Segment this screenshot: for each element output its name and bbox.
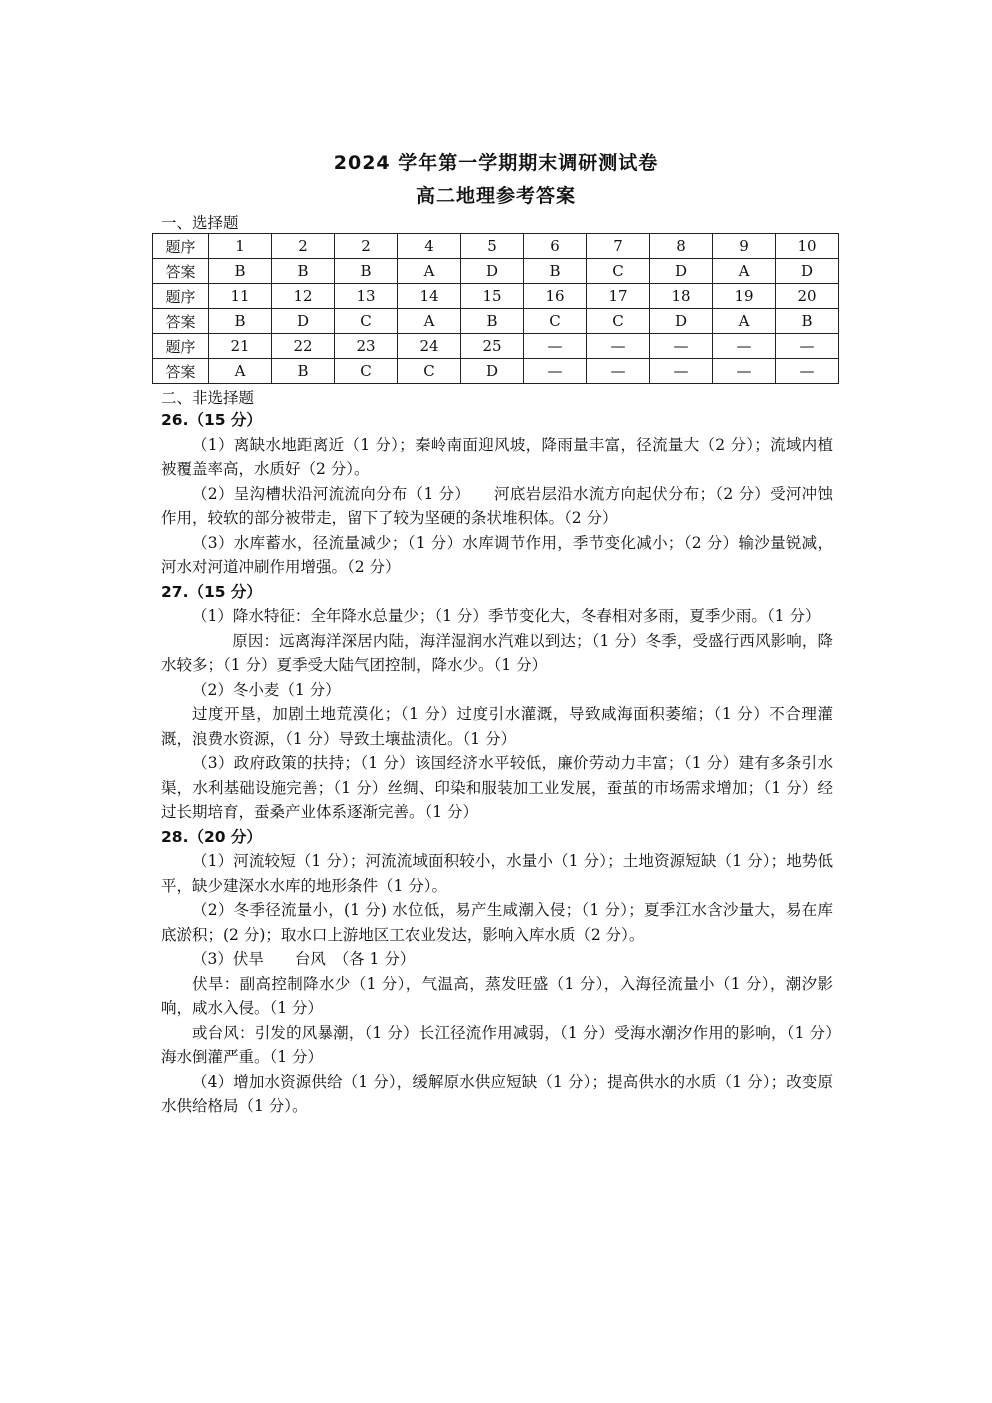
answer-table-cell: 10 xyxy=(776,234,839,259)
answer-table-cell: 9 xyxy=(713,234,776,259)
answer-table-row xyxy=(153,334,839,359)
answer-table-cell: 4 xyxy=(398,234,461,259)
answer-table-cell: D xyxy=(650,259,713,284)
q27-answer-2: （2）冬小麦（1 分） xyxy=(192,680,341,699)
answer-table-cell: 15 xyxy=(461,284,524,309)
answer-table-cell: — xyxy=(650,334,713,359)
answer-table-cell: 17 xyxy=(587,284,650,309)
answer-table-cell: 7 xyxy=(587,234,650,259)
q28-answer-4: （4）增加水资源供给（1 分），缓解原水供应短缺（1 分）；提高供水的水质（1 分）；改变原水供给格局（1 分）。 xyxy=(161,1072,833,1115)
q27-answer-1: （1）降水特征：全年降水总量少；（1 分）季节变化大，冬春相对多雨，夏季少雨。（1 分） xyxy=(192,607,821,625)
answer-table-cell: D xyxy=(650,309,713,334)
answer-table-cell: — xyxy=(587,334,650,359)
q28-answer-2: （2）冬季径流量小，(1 分) 水位低，易产生咸潮入侵；（1 分）；夏季江水含沙量大，易在库底淤积；(2 分)；取水口上游地区工农业发达，影响入库水质（2 分）。 xyxy=(161,901,833,944)
q28-answer-3-drought: 伏旱：副高控制降水少（1 分），气温高，蒸发旺盛（1 分），入海径流量小（1 分），潮汐影响，咸水入侵。（1 分） xyxy=(161,974,833,1017)
answer-table-cell: — xyxy=(776,359,839,384)
answer-table-cell: D xyxy=(461,259,524,284)
answer-table-cell: D xyxy=(776,259,839,284)
answer-table-cell: C xyxy=(524,309,587,334)
answer-table-cell: 8 xyxy=(650,234,713,259)
answer-table-cell: D xyxy=(272,309,335,334)
answer-table-cell: — xyxy=(776,334,839,359)
answer-table-row xyxy=(153,234,839,259)
exam-title: 2024 学年第一学期期末调研测试卷 xyxy=(333,152,659,174)
answer-table-cell: — xyxy=(650,359,713,384)
answer-table-cell: 24 xyxy=(398,334,461,359)
answer-table-cell: D xyxy=(461,359,524,384)
answer-table-cell: 20 xyxy=(776,284,839,309)
answer-table-cell: B xyxy=(776,309,839,334)
answer-table-row-label: 答案 xyxy=(153,259,209,284)
answer-table-cell: — xyxy=(524,334,587,359)
q28-answer-1: （1）河流较短（1 分）；河流流域面积较小，水量小（1 分）；土地资源短缺（1 分）；地势低平，缺少建深水水库的地形条件（1 分）。 xyxy=(161,852,833,895)
answer-table-cell: 23 xyxy=(335,334,398,359)
answer-table-cell: B xyxy=(335,259,398,284)
answer-table-row-label: 题序 xyxy=(153,234,209,259)
answer-table-cell: — xyxy=(524,359,587,384)
answer-table-cell: A xyxy=(398,259,461,284)
answer-table-cell: C xyxy=(587,309,650,334)
answer-table-cell: A xyxy=(713,259,776,284)
q27-answer-1-reason: 原因：远离海洋深居内陆，海洋湿润水汽难以到达；（1 分）冬季，受盛行西风影响，降水较多；（1 分）夏季受大陆气团控制，降水少。（1 分） xyxy=(161,631,833,674)
q28-answer-3: （3）伏旱 台风 （各 1 分） xyxy=(192,950,416,968)
answer-table-cell: 1 xyxy=(209,234,272,259)
q26-answer-2: （2）呈沟槽状沿河流流向分布（1 分） 河底岩层沿水流方向起伏分布；（2 分）受河冲蚀作用，较软的部分被带走，留下了较为坚硬的条状堆积体。（2 分） xyxy=(161,484,833,527)
answer-table-cell: A xyxy=(713,309,776,334)
section-open-heading: 二、非选择题 xyxy=(161,389,255,407)
answer-table-cell: 22 xyxy=(272,334,335,359)
answer-table-cell: 13 xyxy=(335,284,398,309)
q27-answer-2-detail: 过度开垦，加剧土地荒漠化；（1 分）过度引水灌溉，导致咸海面积萎缩；（1 分）不合理灌溉，浪费水资源，（1 分）导致土壤盐渍化。（1 分） xyxy=(161,705,833,748)
answer-table-cell: A xyxy=(398,309,461,334)
answer-table-row-label: 题序 xyxy=(153,284,209,309)
answer-table-cell: 25 xyxy=(461,334,524,359)
answer-table-cell: 2 xyxy=(335,234,398,259)
exam-subtitle: 高二地理参考答案 xyxy=(415,185,576,207)
q27-answer-3: （3）政府政策的扶持；（1 分）该国经济水平较低，廉价劳动力丰富；（1 分）建有多条引水渠，水利基础设施完善；（1 分）丝绸、印染和服装加工业发展，蚕茧的市场需求增加；（1 分）经过长期培育，蚕桑产业体系逐渐完善。（1 分） xyxy=(161,754,833,821)
answer-table-cell: B xyxy=(209,259,272,284)
answer-table-row-label: 答案 xyxy=(153,309,209,334)
answer-table-cell: 16 xyxy=(524,284,587,309)
answer-table-cell: C xyxy=(587,259,650,284)
answer-table-cell: B xyxy=(461,309,524,334)
q26-answer-1: （1）离缺水地距离近（1 分）；秦岭南面迎风坡，降雨量丰富，径流量大（2 分）；流域内植被覆盖率高，水质好（2 分）。 xyxy=(161,435,833,478)
answer-table-row xyxy=(153,359,839,384)
answer-table-cell: C xyxy=(398,359,461,384)
answer-table-cell: B xyxy=(524,259,587,284)
answer-table-cell: 18 xyxy=(650,284,713,309)
answer-table-row xyxy=(153,309,839,334)
answer-table-cell: B xyxy=(209,309,272,334)
answer-table-cell: 6 xyxy=(524,234,587,259)
choice-answer-table xyxy=(152,233,839,384)
answer-table-row xyxy=(153,259,839,284)
answer-table-cell: 12 xyxy=(272,284,335,309)
answer-table-row xyxy=(153,284,839,309)
question-28-header: 28.（20 分） xyxy=(161,827,262,846)
answer-table-cell: — xyxy=(713,334,776,359)
answer-table-cell: 19 xyxy=(713,284,776,309)
answer-table-cell: — xyxy=(587,359,650,384)
q26-answer-3: （3）水库蓄水，径流量减少；（1 分）水库调节作用，季节变化减小；（2 分）输沙量锐减，河水对河道冲刷作用增强。（2 分） xyxy=(161,533,833,576)
question-26-header: 26.（15 分） xyxy=(161,411,262,429)
answer-table-cell: 2 xyxy=(272,234,335,259)
answer-table-cell: B xyxy=(272,359,335,384)
answer-table-cell: — xyxy=(713,359,776,384)
answer-table-row-label: 题序 xyxy=(153,334,209,359)
open-answers xyxy=(161,408,833,1119)
answer-table-cell: A xyxy=(209,359,272,384)
section-choice-heading: 一、选择题 xyxy=(161,214,239,232)
question-27-header: 27.（15 分） xyxy=(161,582,262,601)
answer-table-cell: 21 xyxy=(209,334,272,359)
answer-table-cell: 11 xyxy=(209,284,272,309)
answer-table-cell: 5 xyxy=(461,234,524,259)
answer-table-cell: C xyxy=(335,359,398,384)
answer-table-cell: 14 xyxy=(398,284,461,309)
answer-table-cell: B xyxy=(272,259,335,284)
q28-answer-3-typhoon: 或台风：引发的风暴潮，（1 分）长江径流作用减弱，（1 分）受海水潮汐作用的影响，（1 分）海水倒灌严重。（1 分） xyxy=(161,1023,833,1066)
answer-table-row-label: 答案 xyxy=(153,359,209,384)
answer-table-cell: C xyxy=(335,309,398,334)
